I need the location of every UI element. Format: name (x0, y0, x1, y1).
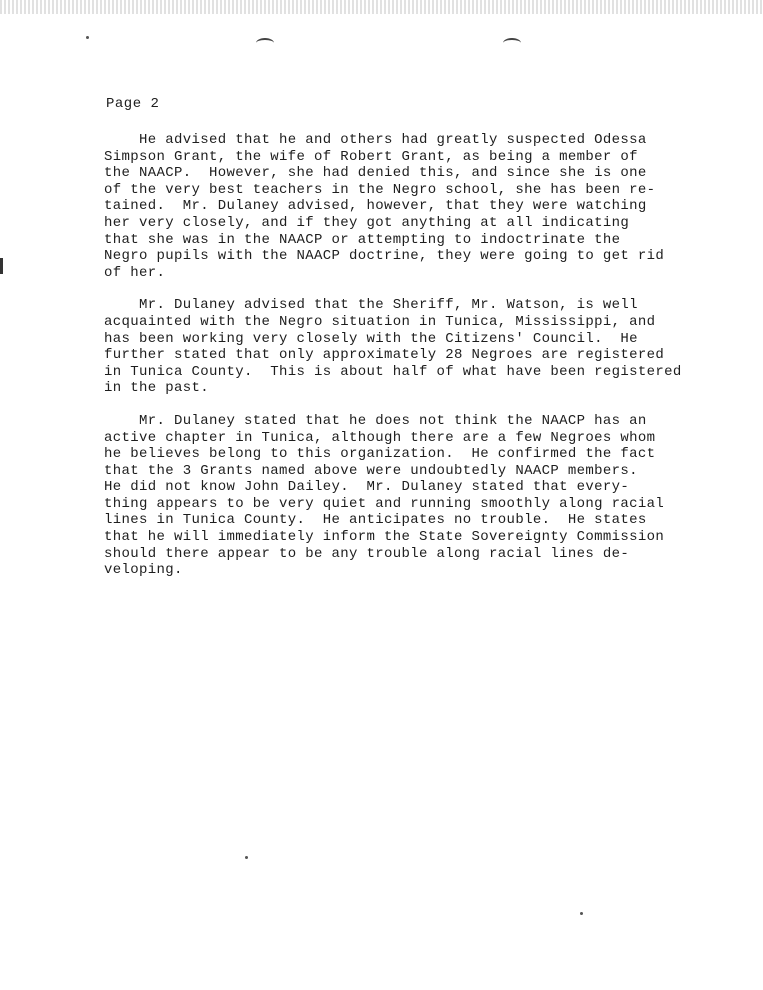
text-line: that she was in the NAACP or attempting to indoctrinate the (104, 231, 621, 248)
text-line: should there appear to be any trouble along racial lines de- (104, 545, 630, 562)
text-line: acquainted with the Negro situation in Tunica, Mississippi, and (104, 313, 656, 330)
paragraph-spacer (104, 397, 714, 413)
text-line: further stated that only approximately 28 Negroes are registered (104, 347, 665, 364)
scan-margin-mark (0, 258, 3, 274)
text-line: has been working very closely with the Citizens' Council. He (104, 330, 638, 347)
text-line: Negro pupils with the NAACP doctrine, they were going to get rid (104, 248, 665, 265)
scan-speck (86, 36, 89, 39)
text-line: her very closely, and if they got anything at all indicating (104, 214, 630, 231)
text-line: thing appears to be very quiet and running smoothly along racial (104, 495, 665, 512)
body-text (104, 132, 714, 579)
paragraph-spacer (104, 281, 714, 297)
scan-speck (580, 912, 583, 915)
page-number: Page 2 (106, 96, 160, 112)
text-line: in Tunica County. This is about half of what have been registered (104, 363, 682, 380)
text-line: in the past. (104, 380, 210, 397)
scan-speck (245, 856, 248, 859)
text-line: of the very best teachers in the Negro school, she has been re- (104, 181, 656, 198)
text-line: veloping. (104, 562, 183, 579)
text-line: tained. Mr. Dulaney advised, however, that they were watching (104, 198, 647, 215)
scan-edge-artifact (0, 0, 763, 14)
text-line: He did not know John Dailey. Mr. Dulaney stated that every- (104, 479, 630, 496)
text-line: that he will immediately inform the State Sovereignty Commission (104, 529, 665, 546)
text-line: He advised that he and others had greatly suspected Odessa (104, 132, 647, 148)
text-line: active chapter in Tunica, although there are a few Negroes whom (104, 429, 656, 446)
text-line: Mr. Dulaney stated that he does not think the NAACP has an (104, 412, 647, 429)
text-line: that the 3 Grants named above were undoubtedly NAACP members. (104, 462, 638, 479)
text-line: Simpson Grant, the wife of Robert Grant, as being a member of (104, 148, 638, 165)
text-line: lines in Tunica County. He anticipates no trouble. He states (104, 512, 647, 529)
punch-mark-right (503, 38, 521, 48)
text-line: Mr. Dulaney advised that the Sheriff, Mr. Watson, is well (104, 297, 638, 314)
text-line: the NAACP. However, she had denied this, and since she is one (104, 165, 647, 182)
paragraph-1 (104, 132, 714, 281)
paragraph-2 (104, 297, 714, 397)
text-line: of her. (104, 264, 166, 281)
punch-mark-left (256, 38, 274, 48)
paragraph-3 (104, 413, 714, 579)
text-line: he believes belong to this organization. He confirmed the fact (104, 446, 656, 463)
